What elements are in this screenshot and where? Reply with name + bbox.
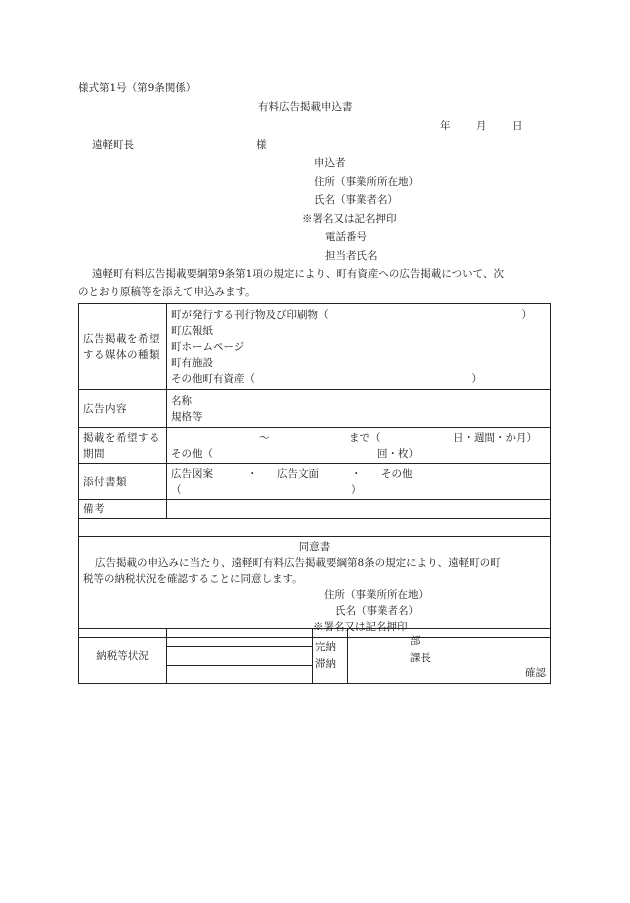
applicant-contact: 担当者氏名 [325, 250, 378, 262]
applicant-address: 住所（事業所所在地） [314, 176, 419, 188]
period-fields [167, 428, 551, 464]
attachments-row [79, 464, 551, 500]
media-item-facilities: 町有施設 [171, 356, 213, 369]
tax-label: 納税等状況 [79, 629, 167, 684]
tax-confirm: 確認 [525, 667, 546, 679]
consent-row [79, 537, 551, 638]
tax-unpaid: 滞納 [315, 658, 336, 670]
addressee-honorific: 様 [256, 139, 267, 151]
form-number: 様式第1号（第9条関係） [78, 82, 197, 94]
applicant-name: 氏名（事業者名） [314, 194, 398, 206]
media-options [167, 304, 551, 390]
period-units: 日・週間・か月） [453, 431, 537, 444]
attachment-design: 広告図案 [171, 467, 213, 480]
consent-seal: ※署名又は記名押印 [313, 621, 408, 633]
media-item-other-close: ） [471, 372, 482, 385]
addressee-name: 遠軽町長 [92, 139, 134, 151]
remarks-label: 備考 [79, 500, 167, 519]
tax-blank-3 [167, 665, 313, 683]
period-until: まで（ [349, 431, 381, 444]
attachment-dot-2: ・ [351, 467, 362, 480]
content-fields [167, 390, 551, 428]
tax-status-table [78, 628, 551, 684]
attachments-fields [167, 464, 551, 500]
attachment-other: その他 [381, 467, 413, 480]
attachments-label: 添付書類 [79, 464, 167, 500]
consent-line-1: 広告掲載の申込みに当たり、遠軽町有料広告掲載要綱第8条の規定により、遠軽町の町 [95, 557, 501, 569]
content-name: 名称 [171, 394, 192, 407]
application-table [78, 303, 551, 638]
attachment-text: 広告文面 [277, 467, 319, 480]
content-spec: 規格等 [171, 410, 203, 423]
period-other: その他（ [171, 447, 213, 460]
content-label: 広告内容 [79, 390, 167, 428]
media-label: 広告掲載を希望する媒体の種類 [79, 304, 167, 390]
media-item-publications-close: ） [521, 308, 532, 321]
attachment-paren-close: ） [351, 483, 362, 496]
tax-status [313, 629, 348, 684]
tax-row-1 [79, 629, 551, 647]
consent-line-2: 税等の納税状況を確認することに同意します。 [83, 573, 303, 585]
consent-name: 氏名（事業者名） [335, 605, 419, 617]
applicant-label: 申込者 [314, 157, 346, 169]
attachment-paren-open: （ [171, 483, 182, 496]
blank-cell [79, 519, 551, 537]
period-count: 回・枚） [377, 447, 419, 460]
tax-blank-1 [167, 629, 313, 647]
period-tilde: ～ [259, 431, 270, 444]
tax-blank-2 [167, 647, 313, 665]
applicant-phone: 電話番号 [325, 231, 367, 243]
period-row [79, 428, 551, 464]
tax-paid: 完納 [315, 641, 336, 653]
period-label: 掲載を希望する期間 [79, 428, 167, 464]
media-item-homepage: 町ホームページ [171, 340, 245, 353]
blank-row [79, 519, 551, 537]
media-row [79, 304, 551, 390]
date-day: 日 [512, 120, 523, 132]
content-row [79, 390, 551, 428]
remarks-field [167, 500, 551, 519]
date-year: 年 [440, 120, 451, 132]
tax-dept: 部 [410, 635, 421, 647]
tax-chief: 課長 [410, 652, 431, 664]
media-item-publications: 町が発行する刊行物及び印刷物（ [171, 308, 329, 321]
intro-line-2: のとおり原稿等を添えて申込みます。 [78, 286, 256, 298]
media-item-newsletter: 町広報紙 [171, 324, 213, 337]
media-item-other: その他町有資産（ [171, 372, 255, 385]
consent-address: 住所（事業所所在地） [324, 589, 429, 601]
tax-confirm-block [348, 629, 551, 684]
applicant-seal: ※署名又は記名押印 [302, 213, 397, 225]
date-month: 月 [476, 120, 487, 132]
intro-line-1: 遠軽町有料広告掲載要綱第9条第1項の規定により、町有資産への広告掲載について、次 [92, 268, 504, 280]
attachment-dot-1: ・ [247, 467, 258, 480]
remarks-row [79, 500, 551, 519]
consent-title: 同意書 [298, 541, 331, 553]
form-title: 有料広告掲載申込書 [258, 101, 353, 113]
consent-block [79, 537, 551, 638]
